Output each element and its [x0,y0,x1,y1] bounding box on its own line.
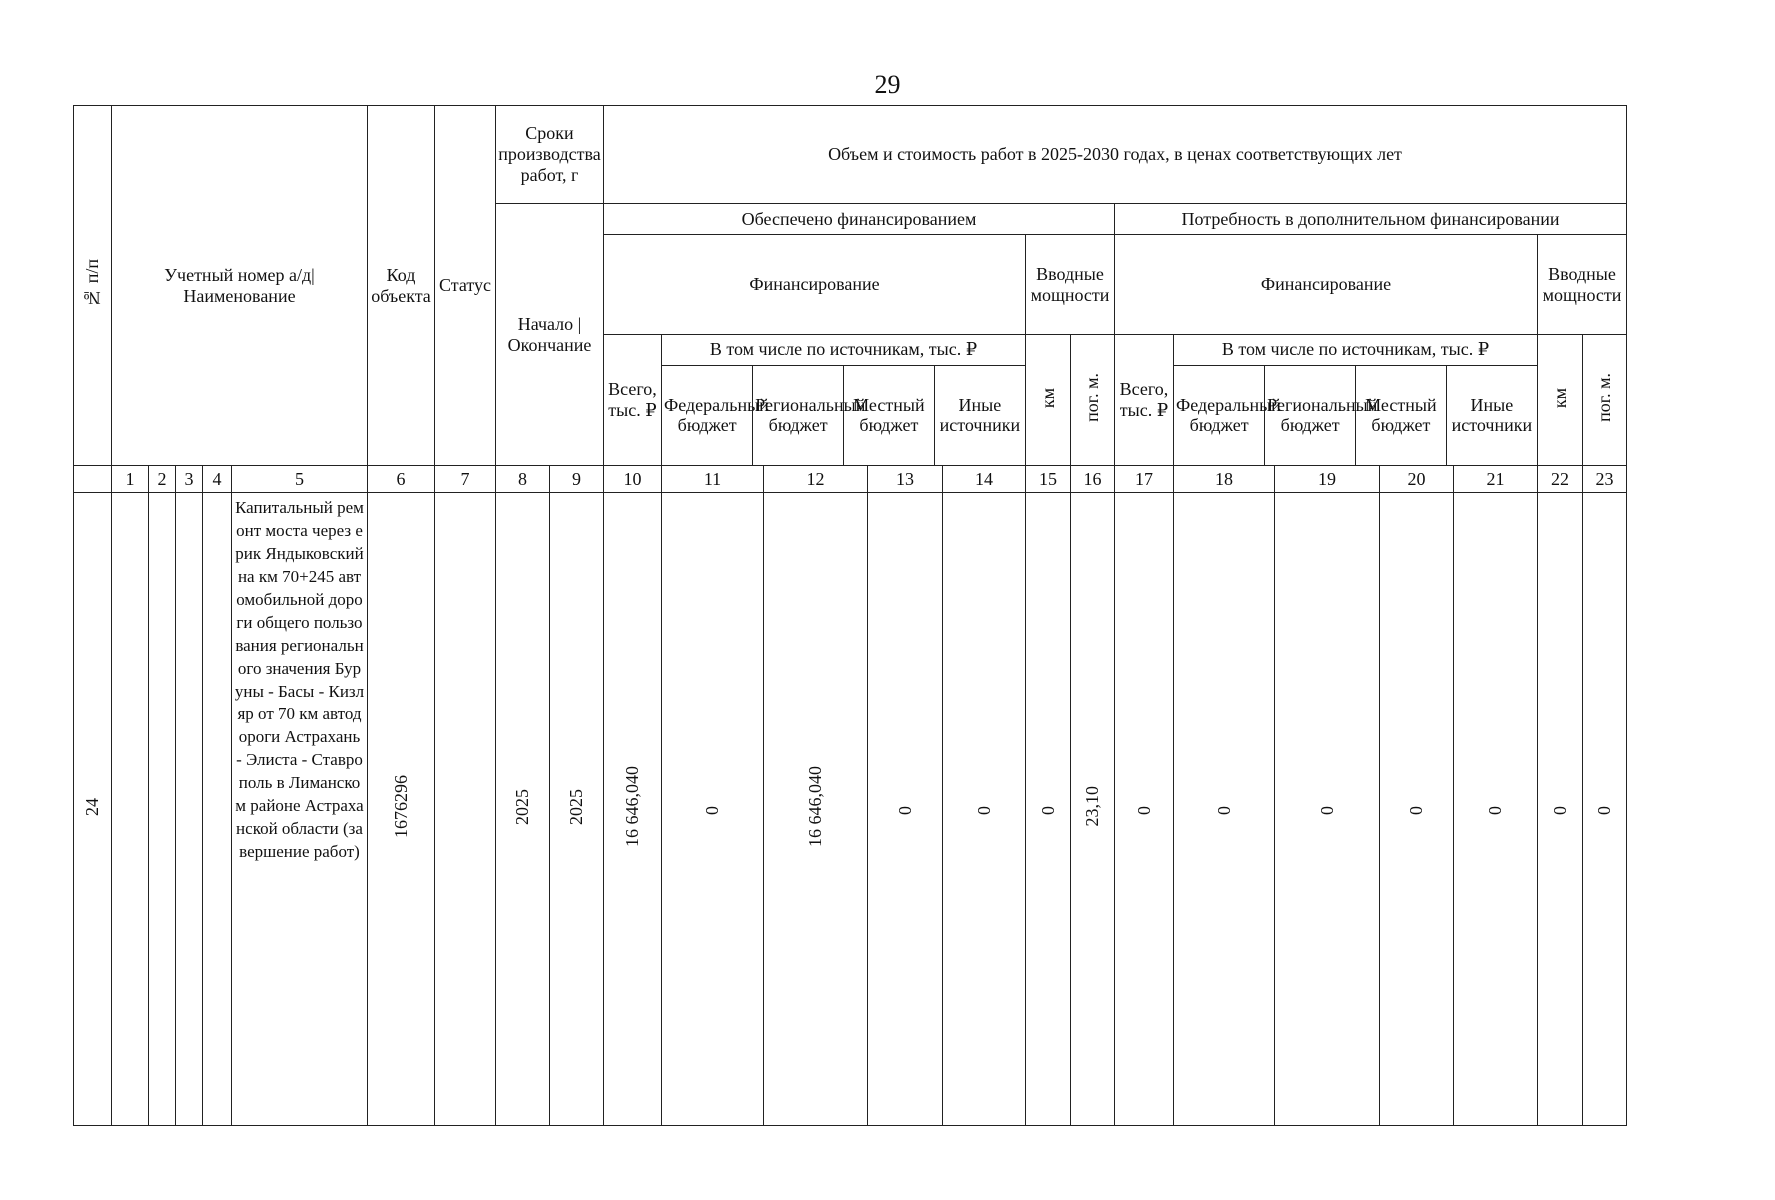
header-secured-km: км [1026,335,1071,466]
row-num: 24 [74,493,112,1126]
column-number: 16 [1071,466,1115,493]
header-need-km: км [1538,335,1583,466]
column-number: 21 [1454,466,1538,493]
row-status [435,493,496,1126]
header-start-end: Начало | Окончание [496,204,604,466]
column-number: 6 [368,466,435,493]
header-secured-financing: Финансирование [604,235,1026,335]
row-code: 1676296 [368,493,435,1126]
column-number: 17 [1115,466,1174,493]
header-name: Учетный номер а/д| Наименование [112,106,368,466]
row-secured-pogm: 23,10 [1071,493,1115,1126]
row-need-local: 0 [1380,493,1454,1126]
column-number: 15 [1026,466,1071,493]
row-secured-regional: 16 646,040 [764,493,868,1126]
row-secured-federal: 0 [662,493,764,1126]
header-status: Статус [435,106,496,466]
column-number: 2 [149,466,176,493]
header-secured: Обеспечено финансированием [604,204,1115,235]
column-number: 12 [764,466,868,493]
column-number: 7 [435,466,496,493]
row-cell-2 [149,493,176,1126]
header-secured-total: Всего, тыс. ₽ [604,335,662,466]
row-secured-local: 0 [868,493,943,1126]
row-cell-3 [176,493,203,1126]
row-need-federal: 0 [1174,493,1275,1126]
column-number: 11 [662,466,764,493]
column-number: 23 [1583,466,1627,493]
header-volume: Объем и стоимость работ в 2025-2030 годах, в ценах соответствующих лет [604,106,1627,204]
column-number: 14 [943,466,1026,493]
header-secured-regional: Региональный бюджет [753,365,844,465]
header-secured-capacity: Вводные мощности [1026,235,1115,335]
column-number: 4 [203,466,232,493]
header-need-sources-group [1174,335,1538,466]
row-cell-4 [203,493,232,1126]
header-need-capacity: Вводные мощности [1538,235,1627,335]
row-secured-other: 0 [943,493,1026,1126]
header-secured-other: Иные источники [939,394,1021,436]
column-number: 8 [496,466,550,493]
header-need-financing: Финансирование [1115,235,1538,335]
row-need-regional: 0 [1275,493,1380,1126]
header-need-by-sources: В том числе по источникам, тыс. ₽ [1174,335,1537,365]
row-end: 2025 [550,493,604,1126]
header-need-other: Иные источники [1451,394,1533,436]
table-row [74,493,1627,1126]
row-need-other: 0 [1454,493,1538,1126]
row-name: Капитальный ремонт моста через ерик Яндыковский на км 70+245 автомобильной дороги общего пользования регионального значения Буруны - Басы - Кизляр от 70 км автодороги Астрахань - Элиста - Ставрополь в Лиманском районе Астраханской области (завершение работ) [232,493,368,1126]
column-number: 1 [112,466,149,493]
header-need: Потребность в дополнительном финансировании [1115,204,1627,235]
header-need-total: Всего, тыс. ₽ [1115,335,1174,466]
header-secured-federal: Федеральный бюджет [662,365,753,465]
column-number: 5 [232,466,368,493]
row-need-pogm: 0 [1583,493,1627,1126]
header-secured-local: Местный бюджет [844,365,935,465]
header-secured-sources-group [662,335,1026,466]
column-number: 19 [1275,466,1380,493]
header-need-local: Местный бюджет [1356,365,1447,465]
column-number: 13 [868,466,943,493]
column-number: 18 [1174,466,1275,493]
row-secured-km: 0 [1026,493,1071,1126]
column-number: 20 [1380,466,1454,493]
works-table [73,105,1627,1126]
page-number: 29 [874,70,901,99]
column-number: 9 [550,466,604,493]
column-number: 3 [176,466,203,493]
header-secured-by-sources: В том числе по источникам, тыс. ₽ [662,335,1025,365]
column-number: 10 [604,466,662,493]
header-terms: Сроки производства работ, г [496,106,604,204]
row-need-total: 0 [1115,493,1174,1126]
column-number: 22 [1538,466,1583,493]
header-need-pogm: пог. м. [1583,335,1627,466]
row-cell-1 [112,493,149,1126]
header-secured-pogm: пог. м. [1071,335,1115,466]
header-code: Код объекта [368,106,435,466]
column-numbers-row [74,466,1627,493]
row-secured-total: 16 646,040 [604,493,662,1126]
column-number [74,466,112,493]
header-need-federal: Федеральный бюджет [1174,365,1265,465]
header-need-regional: Региональный бюджет [1265,365,1356,465]
row-start: 2025 [496,493,550,1126]
header-num: № п/п [74,106,112,466]
row-need-km: 0 [1538,493,1583,1126]
